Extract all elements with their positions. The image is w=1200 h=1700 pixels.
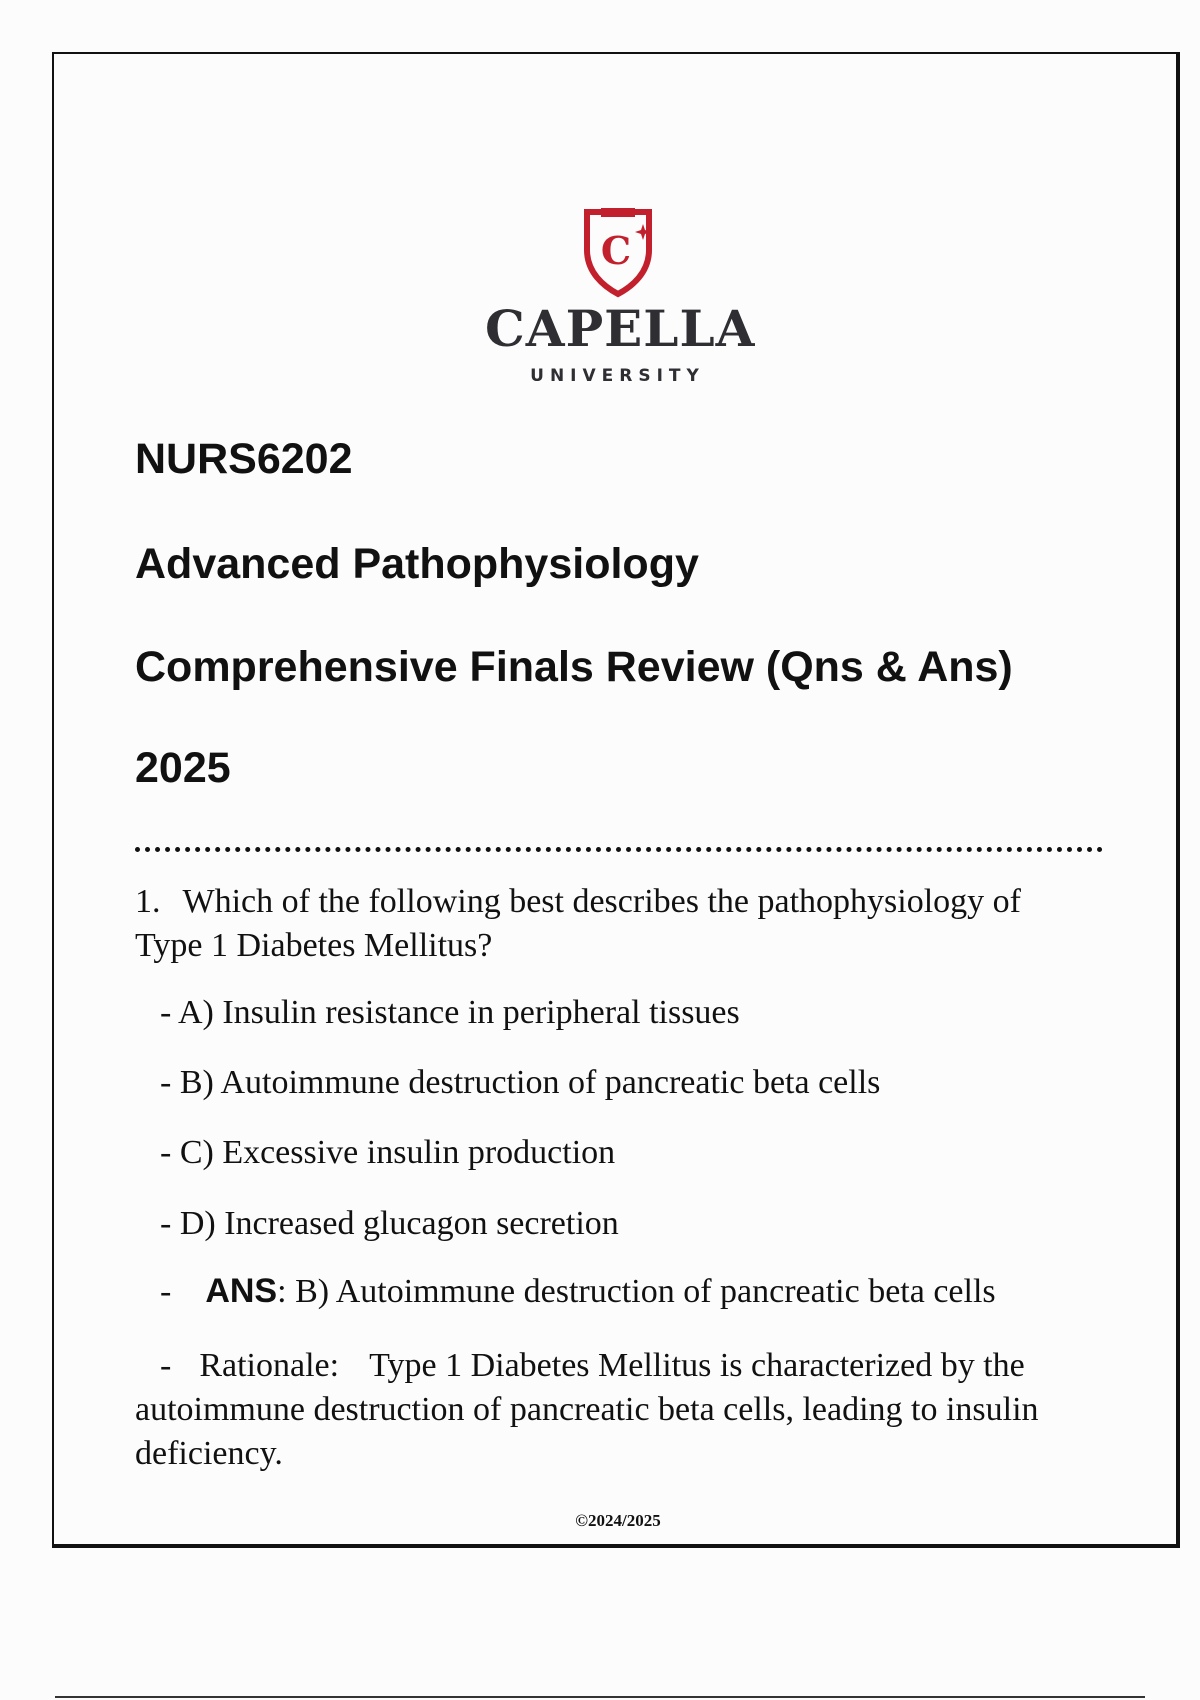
answer-dash: - xyxy=(160,1273,172,1310)
rationale-label: Rationale: xyxy=(199,1347,340,1384)
option-a: - A) Insulin resistance in peripheral tissues xyxy=(160,994,740,1031)
document-year: 2025 xyxy=(135,744,231,792)
rationale-text: Type 1 Diabetes Mellitus is characterized by the autoimmune destruction of pancreatic beta cells, leading to insulin deficiency. xyxy=(135,1347,1039,1472)
copyright-footer: ©2024/2025 xyxy=(575,1511,661,1530)
question-number: 1. xyxy=(135,883,161,920)
question-stem xyxy=(135,880,1095,968)
logo-subtitle: UNIVERSITY xyxy=(530,366,705,386)
answer-label: ANS xyxy=(205,1272,278,1310)
option-c: - C) Excessive insulin production xyxy=(160,1134,616,1171)
course-code: NURS6202 xyxy=(135,435,353,483)
shield-logo-icon xyxy=(581,208,655,298)
logo-wordmark: CAPELLA xyxy=(485,299,756,358)
course-title: Advanced Pathophysiology xyxy=(135,540,699,588)
answer-line xyxy=(160,1274,996,1309)
document-title: Comprehensive Finals Review (Qns & Ans) xyxy=(135,643,1013,691)
capella-logo xyxy=(485,208,756,390)
option-d: - D) Increased glucagon secretion xyxy=(160,1205,619,1242)
option-b: - B) Autoimmune destruction of pancreatic beta cells xyxy=(160,1064,881,1101)
answer-text: : B) Autoimmune destruction of pancreatic beta cells xyxy=(277,1273,996,1310)
dotted-divider xyxy=(135,847,1103,852)
question-text: Which of the following best describes the pathophysiology of Type 1 Diabetes Mellitus? xyxy=(135,883,1021,964)
svg-text:C: C xyxy=(600,228,632,273)
bottom-rule xyxy=(55,1696,1145,1698)
rationale xyxy=(135,1344,1105,1476)
rationale-dash: - xyxy=(160,1347,172,1384)
